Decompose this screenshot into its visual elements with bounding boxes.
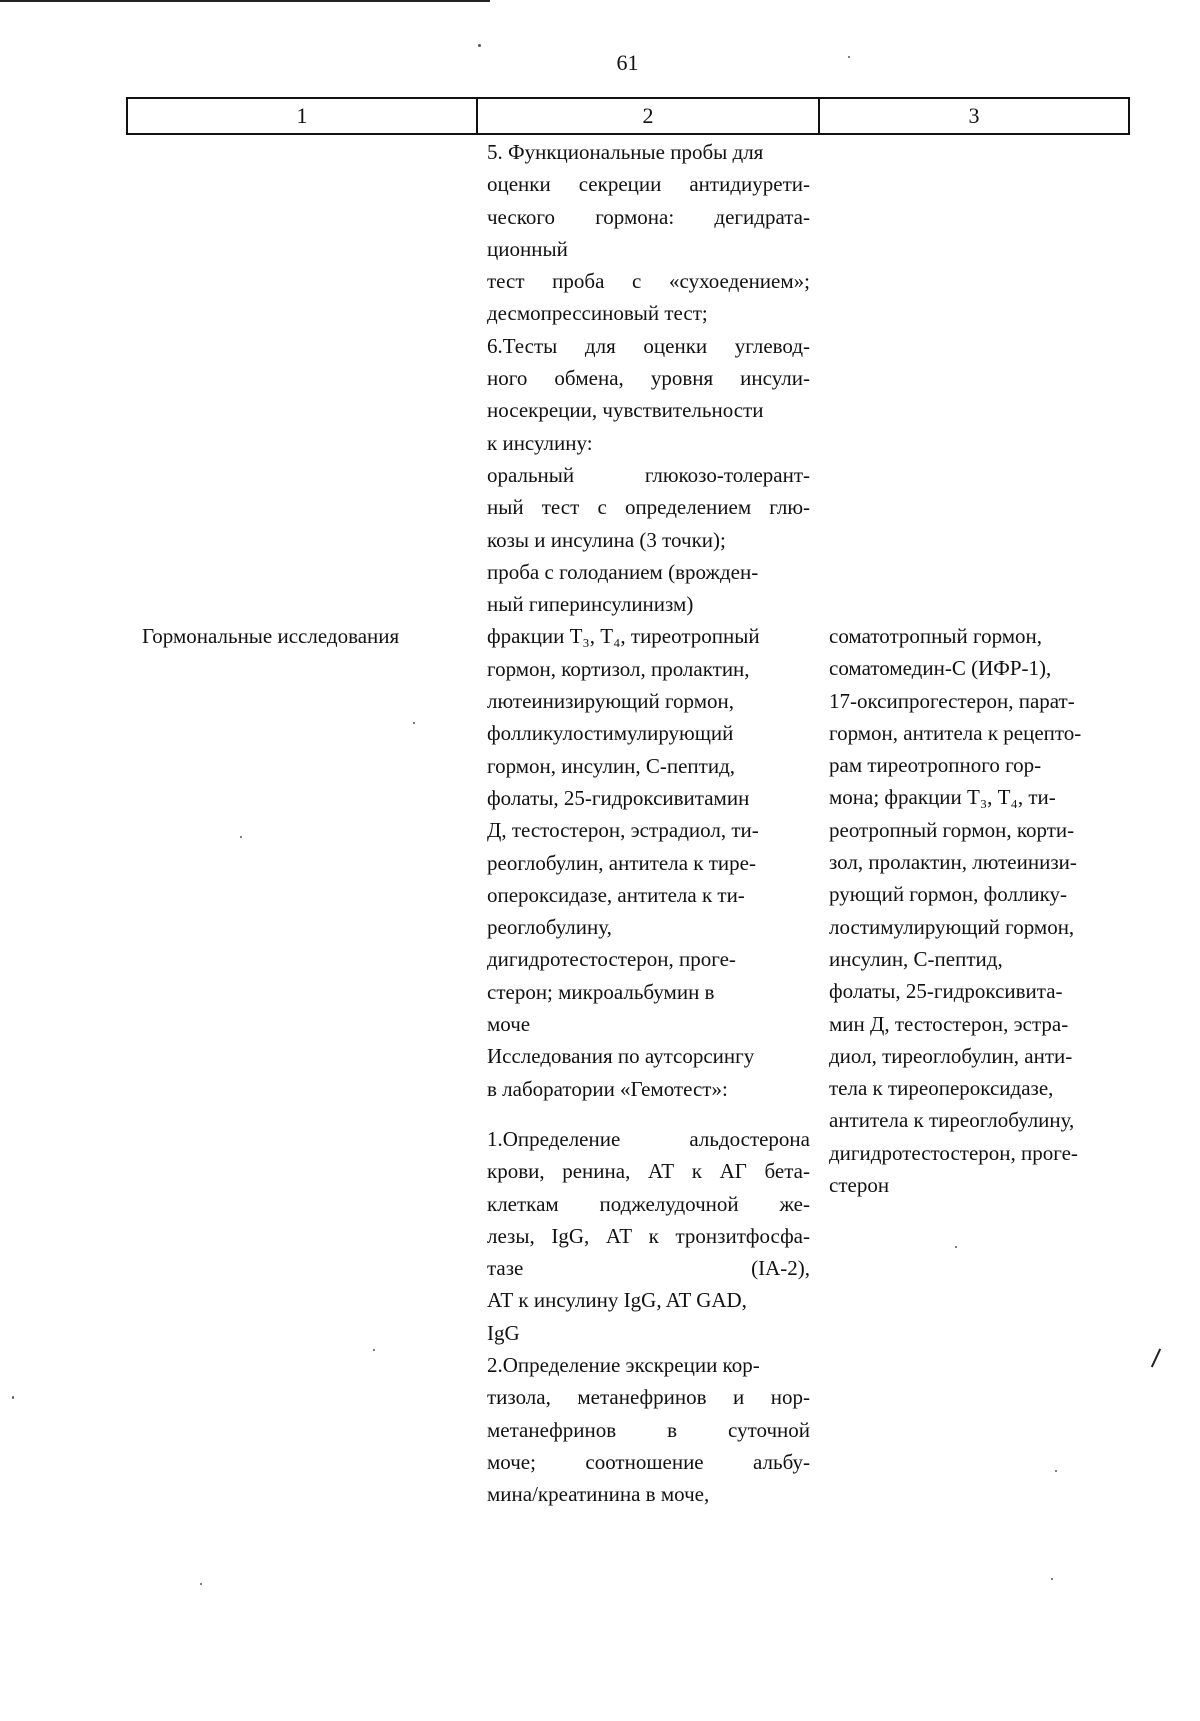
- page-number: 61: [616, 50, 639, 75]
- col3-text-line: рам тиреотропного гор-: [829, 753, 1042, 778]
- col3-text-line: мин Д, тестостерон, эстра-: [829, 1011, 1069, 1036]
- col2-text-line: фолликулостимулирующий: [487, 721, 734, 746]
- col2-text-line: тизола, метанефринов и нор-: [487, 1385, 810, 1410]
- col2-text-line: оценки секреции антидиурети-: [487, 172, 810, 197]
- scan-speck: [848, 56, 850, 58]
- col2-text-line: лезы, IgG, АТ к тронзитфосфа-: [487, 1223, 810, 1248]
- col2-text-line: крови, ренина, АТ к АГ бета-: [487, 1159, 810, 1184]
- col2-text-line: метанефринов в суточной: [487, 1417, 810, 1442]
- col2-text-line: дигидротестостерон, проге-: [487, 947, 736, 972]
- table-header-row: [126, 97, 1130, 135]
- col3-text-line: дигидротестостерон, проге-: [829, 1140, 1078, 1165]
- col2-text-line: клеткам поджелудочной же-: [487, 1191, 810, 1216]
- col3-text-line: рующий гормон, фоллику-: [829, 882, 1068, 907]
- table-header-col-3: 3: [968, 103, 980, 128]
- top-rule: [0, 0, 490, 2]
- col3-text-line: диол, тиреоглобулин, анти-: [829, 1043, 1073, 1068]
- col2-text-line: АТ к инсулину IgG, AT GAD,: [487, 1288, 747, 1313]
- col2-text-line: фракции Т₃, Т₄, тиреотропный: [487, 624, 760, 649]
- col2-text-line: тест проба с «сухоедением»;: [487, 269, 810, 294]
- col2-text-line: стерон; микроальбумин в: [487, 979, 715, 1004]
- col2-text-line: гормон, кортизол, пролактин,: [487, 656, 750, 681]
- col2-text-line: гормон, инсулин, С-пептид,: [487, 753, 736, 778]
- col2-text-line: ный гиперинсулинизм): [487, 592, 694, 617]
- col3-text-line: фолаты, 25-гидроксивита-: [829, 979, 1063, 1004]
- col2-text-line: IgG: [487, 1320, 520, 1345]
- scan-speck: [955, 1246, 957, 1248]
- table-header-col-1: 1: [128, 99, 478, 133]
- col2-text-line: 6.Тесты для оценки углевод-: [487, 333, 810, 358]
- scan-speck: [373, 1349, 375, 1351]
- col2-text-line: проба с голоданием (врожден-: [487, 559, 759, 584]
- col3-text-line: стерон: [829, 1173, 890, 1198]
- col3-text-line: гормон, антитела к рецепто-: [829, 720, 1082, 745]
- col2-text-line: Исследования по аутсорсингу: [487, 1044, 755, 1069]
- col2-text-line: ционный: [487, 236, 568, 261]
- col2-text-line: реоглобулин, антитела к тире-: [487, 850, 756, 875]
- col2-text-line: носекреции, чувствительности: [487, 398, 764, 423]
- table-header-col-2: 2: [478, 99, 820, 133]
- col2-text-line: десмопрессиновый тест;: [487, 301, 708, 326]
- col3-text-line: соматотропный гормон,: [829, 624, 1043, 648]
- col3-text-line: 17-оксипрогестерон, парат-: [829, 688, 1075, 713]
- col2-text-line: моче; соотношение альбу-: [487, 1449, 810, 1474]
- col3-text-line: соматомедин-С (ИФР-1),: [829, 656, 1052, 681]
- scan-speck: [240, 836, 242, 838]
- scan-speck: [413, 722, 415, 724]
- col2-text-line: ный тест с определением глю-: [487, 495, 810, 520]
- col2-text-line: 2.Определение экскреции кор-: [487, 1352, 760, 1377]
- col2-text-line: 5. Функциональные пробы для: [487, 140, 764, 164]
- scan-speck: [478, 44, 481, 47]
- col2-text-line: лютеинизирующий гормон,: [487, 689, 734, 714]
- col3-text-line: инсулин, С-пептид,: [829, 946, 1003, 971]
- table-cell-col-1: [142, 620, 472, 652]
- col3-text-line: антитела к тиреоглобулину,: [829, 1108, 1075, 1133]
- col2-text-line: козы и инсулина (3 точки);: [487, 527, 726, 552]
- scan-speck: [1055, 1470, 1057, 1472]
- col2-text-line: к инсулину:: [487, 430, 593, 455]
- col2-text-line: мина/креатинина в моче,: [487, 1482, 710, 1507]
- col2-text-line: 1.Определение альдостерона: [487, 1126, 810, 1151]
- col2-text-line: тазе (IA-2),: [487, 1256, 810, 1281]
- scan-speck: [12, 1396, 14, 1399]
- col2-text-line: [487, 1105, 810, 1123]
- scan-speck: [200, 1583, 202, 1585]
- col3-text-line: лостимулирующий гормон,: [829, 914, 1075, 939]
- table-cell-col-3: [829, 620, 1127, 1201]
- col2-text-line: ного обмена, уровня инсули-: [487, 366, 810, 391]
- table-cell-col-2: [487, 136, 810, 1510]
- scan-mark: [1151, 1349, 1161, 1368]
- col3-text-line: мона; фракции Т₃, Т₄, ти-: [829, 785, 1056, 810]
- col2-text-line: в лаборатории «Гемотест»:: [487, 1076, 728, 1101]
- scan-speck: [1051, 1578, 1053, 1580]
- col2-text-line: фолаты, 25-гидроксивитамин: [487, 785, 750, 810]
- col2-text-line: моче: [487, 1012, 531, 1037]
- col3-text-line: реотропный гормон, корти-: [829, 817, 1075, 842]
- research-type-label: Гормональные исследования: [142, 624, 400, 648]
- col2-text-line: ческого гормона: дегидрата-: [487, 204, 810, 229]
- col2-text-line: Д, тестостерон, эстрадиол, ти-: [487, 818, 759, 843]
- col2-text-line: опероксидазе, антитела к ти-: [487, 882, 745, 907]
- col3-text-line: зол, пролактин, лютеинизи-: [829, 850, 1077, 875]
- col2-text-line: реоглобулину,: [487, 915, 612, 940]
- col3-text-line: тела к тиреопероксидазе,: [829, 1076, 1054, 1101]
- col2-text-line: оральный глюкозо-толерант-: [487, 462, 810, 487]
